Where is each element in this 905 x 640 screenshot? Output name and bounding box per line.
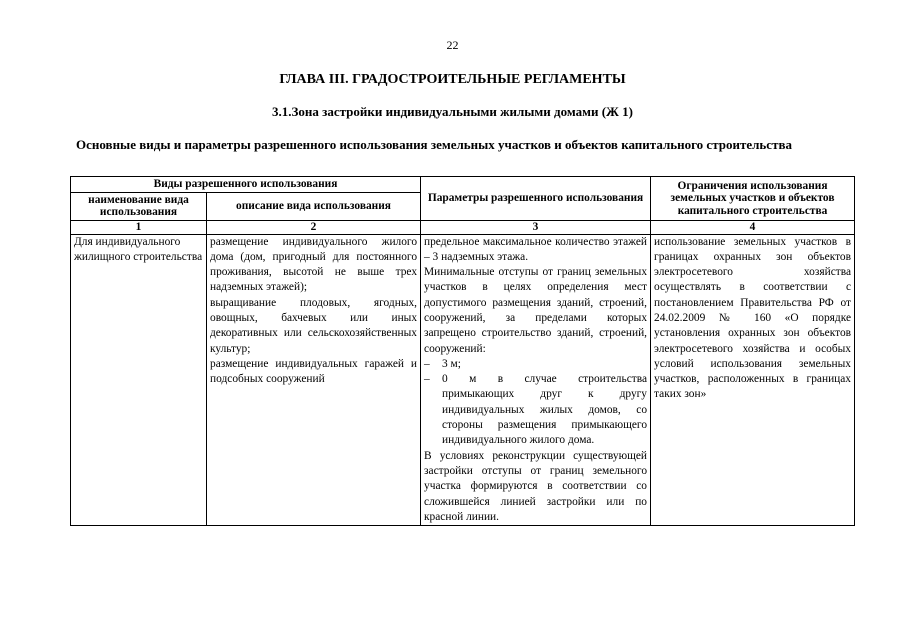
header-restrictions: Ограничения использования земельных участков и объектов капитального строительства [651,177,855,221]
header-name: наименование вида использования [71,192,207,220]
use-description [210,235,417,388]
restrictions-cell [651,234,855,526]
parameters-cell [421,234,651,526]
column-numbers-row [71,220,855,234]
parameter-setbacks: Минимальные отступы от границ земельных участков в целях определения мест допустимого размещения зданий, строений, сооружений, за пределами которых запрещено строительство зданий, строений, сооружений: [424,266,648,355]
parameters [424,235,647,526]
regulations-table [70,176,855,526]
intro-heading: Основные виды и параметры разрешенного использования земельных участков и объектов капитального строительства [76,137,792,152]
table-header-row [71,177,855,193]
setback-bullet-text: 3 м; [442,357,461,370]
dash-marker: – [424,357,430,370]
setback-bullet [424,372,647,448]
use-description-cell [207,234,421,526]
description-item: выращивание плодовых, ягодных, овощных, бахчевых или иных декоративных или сельскохозяйственных культур; [210,296,418,355]
restrictions: использование земельных участков в границах охранных зон объектов электросетевого хозяйства осуществлять в соответствии с постановлением Правительства РФ от 24.02.2009 № 160 «О порядке установления охранных зон объектов электросетевого хозяйства и особых условий использования земельных участков, расположенных в границах таких зон» [654,235,852,401]
header-parameters: Параметры разрешенного использования [421,177,651,221]
setback-bullet [424,357,647,372]
description-item: размещение индивидуального жилого дома (дом, пригодный для постоянного проживания, высотой не выше трех надземных этажей); [210,235,418,294]
setback-bullet-text: 0 м в случае строительства примыкающих друг к другу индивидуальных жилых домов, со стороны размещения примыкающего индивидуального жилого дома. [442,373,648,447]
column-number: 3 [421,220,651,234]
header-description: описание вида использования [207,192,421,220]
chapter-title: ГЛАВА III. ГРАДОСТРОИТЕЛЬНЫЕ РЕГЛАМЕНТЫ [279,72,626,87]
column-number: 1 [71,220,207,234]
description-item: размещение индивидуальных гаражей и подсобных сооружений [210,357,418,386]
page-number: 22 [446,38,459,52]
use-name-cell [71,234,207,526]
parameter-floors: предельное максимальное количество этажей – 3 надземных этажа. [424,235,648,263]
dash-marker: – [424,373,430,386]
table-row [71,234,855,526]
column-number: 4 [651,220,855,234]
parameter-reconstruction: В условиях реконструкции существующей застройки отступы от границ земельного участка формируются в соответствии со сложившейся линией застройки или по красной линии. [424,449,648,523]
column-number: 2 [207,220,421,234]
header-group-uses: Виды разрешенного использования [71,177,421,193]
use-name: Для индивидуального жилищного строительства [74,235,203,263]
section-title: 3.1.Зона застройки индивидуальными жилыми домами (Ж 1) [272,104,633,119]
